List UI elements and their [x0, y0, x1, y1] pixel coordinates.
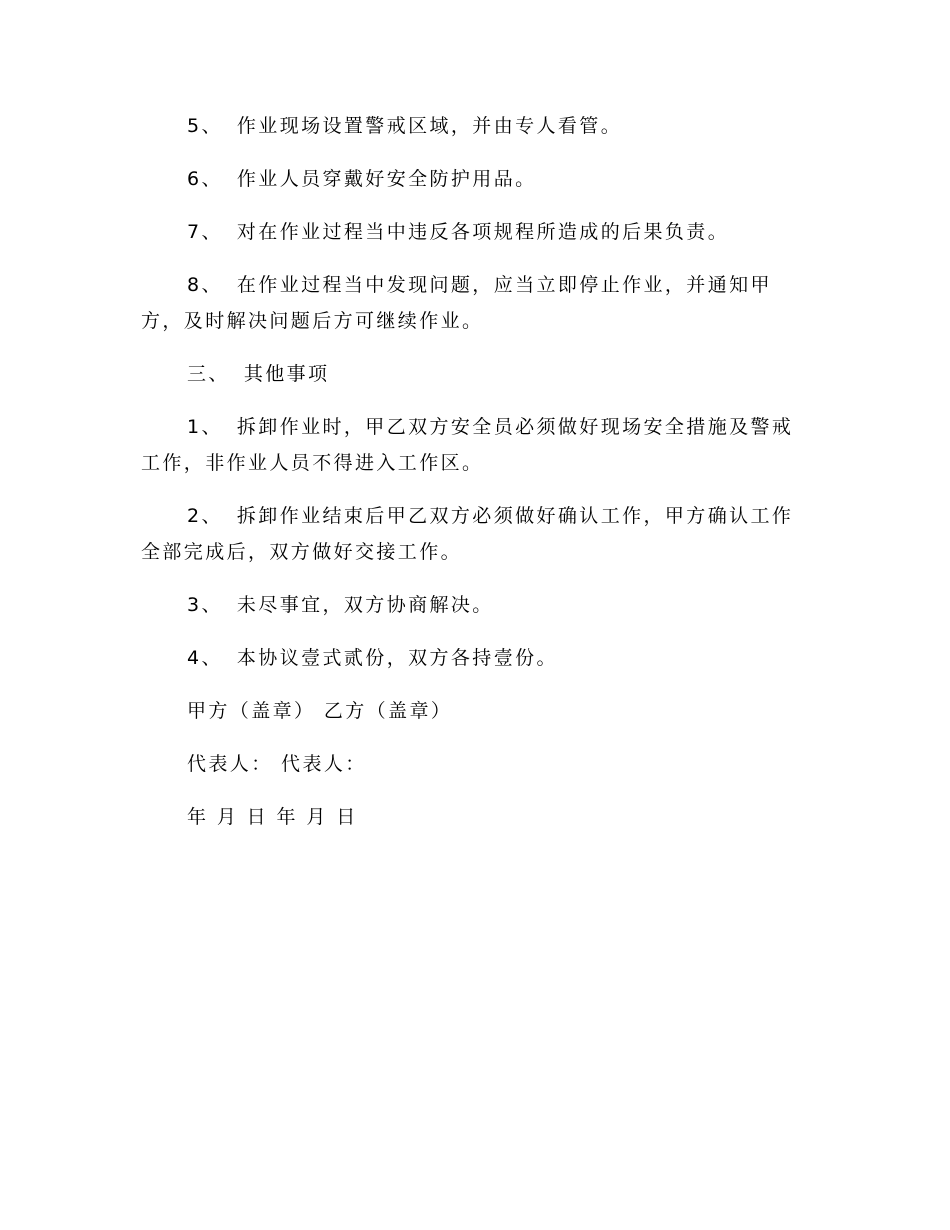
clause-number: 7、: [187, 221, 223, 243]
signature-date-line: 年 月 日 年 月 日: [187, 806, 358, 828]
clause-number: 6、: [187, 168, 223, 190]
clause-number: 5、: [187, 115, 223, 137]
clause-text: 拆卸作业结束后甲乙双方必须做好确认工作，甲方确认工作全部完成后，双方做好交接工作。: [141, 505, 794, 563]
clause-text: 本协议壹式贰份，双方各持壹份。: [236, 647, 558, 669]
clause-6: [141, 161, 801, 197]
other-clause-4: [141, 640, 801, 676]
document-body: [141, 108, 801, 852]
signature-party-line: 甲方（盖章） 乙方（盖章）: [187, 700, 453, 722]
clause-7: [141, 214, 801, 250]
clause-text: 拆卸作业时，甲乙双方安全员必须做好现场安全措施及警戒工作，非作业人员不得进入工作区。: [141, 416, 794, 474]
clause-text: 在作业过程当中发现问题，应当立即停止作业，并通知甲方，及时解决问题后方可继续作业。: [141, 274, 772, 332]
section-number: 三、: [187, 363, 230, 385]
clause-text: 作业现场设置警戒区域，并由专人看管。: [236, 115, 623, 137]
other-clause-1: [141, 409, 801, 481]
clause-number: 3、: [187, 594, 223, 616]
clause-number: 4、: [187, 647, 223, 669]
clause-text: 未尽事宜，双方协商解决。: [236, 594, 494, 616]
clause-text: 对在作业过程当中违反各项规程所造成的后果负责。: [236, 221, 730, 243]
clause-5: [141, 108, 801, 144]
other-clause-2: [141, 498, 801, 570]
clause-text: 作业人员穿戴好安全防护用品。: [236, 168, 537, 190]
section-title: 其他事项: [243, 363, 330, 385]
clause-number: 1、: [187, 416, 223, 438]
section-heading-three: [141, 356, 801, 392]
other-clause-3: [141, 587, 801, 623]
clause-number: 8、: [187, 274, 223, 296]
clause-8: [141, 267, 801, 339]
signature-representative-line: 代表人： 代表人：: [187, 753, 367, 775]
clause-number: 2、: [187, 505, 223, 527]
